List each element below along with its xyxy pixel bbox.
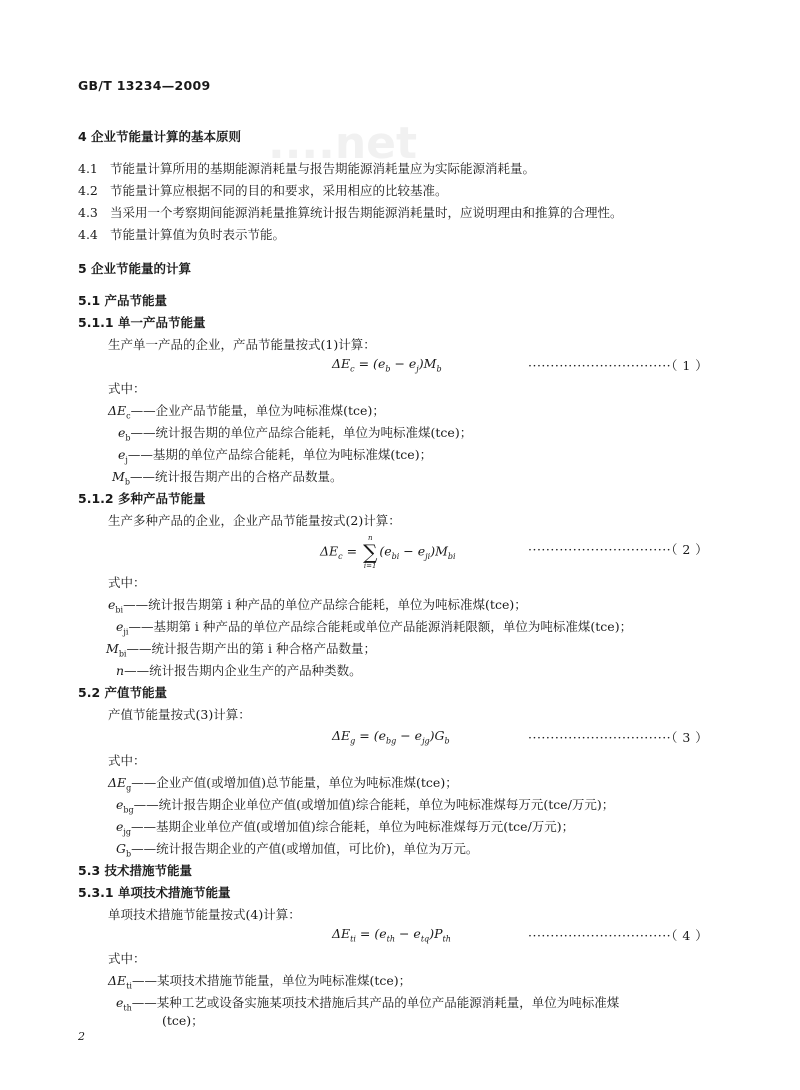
def-eq3-1: $e_{bg}——$统计报告期企业单位产值(或增加值)综合能耗，单位为吨标准煤每万元(tce/万元)； [116, 797, 615, 815]
def-eq1-2: $e_j——$基期的单位产品综合能耗，单位为吨标准煤(tce)； [118, 447, 433, 465]
page-number: 2 [78, 1030, 85, 1043]
section-5-1-1-title: 5.1.1 单一产品节能量 [78, 315, 206, 330]
section-5-1-2-title: 5.1.2 多种产品节能量 [78, 491, 206, 506]
def-eq4-0: $\Delta E_{ti}——$某项技术措施节能量，单位为吨标准煤(tce)； [108, 973, 412, 991]
def-eq3-0: $\Delta E_g——$企业产值(或增加值)总节能量，单位为吨标准煤(tce)； [108, 775, 458, 793]
equation-3-number: ································（ 3 ） [528, 730, 709, 745]
def-eq4-1: $e_{th}——$某种工艺或设备实施某项技术措施后其产品的单位产品能源消耗量，单位为吨标准煤 [116, 995, 620, 1013]
equation-4-number: ································（ 4 ） [528, 928, 709, 943]
def-eq2-2: $M_{bi}——$统计报告期产出的第 i 种合格产品数量； [106, 641, 376, 659]
def-eq1-3: $M_b——$统计报告期产出的合格产品数量。 [112, 469, 343, 487]
equation-2-number: ································（ 2 ） [528, 542, 709, 557]
section-5-title: 5 企业节能量的计算 [78, 261, 192, 276]
where-label-1: 式中： [108, 381, 146, 396]
clause-5-2-intro: 产值节能量按式(3)计算： [108, 707, 251, 722]
equation-2: $\Delta E_c$ = n ∑ i=1 $(e_{bi} - e_{ji})M_{bi}$ [320, 534, 456, 570]
equation-1: $\Delta E_c = (e_b - e_j)M_b$ [332, 356, 442, 374]
clause-4-2: 4.2 节能量计算应根据不同的目的和要求，采用相应的比较基准。 [78, 183, 448, 198]
section-5-1-title: 5.1 产品节能量 [78, 293, 167, 308]
clause-4-3: 4.3 当采用一个考察期间能源消耗量推算统计报告期能源消耗量时，应说明理由和推算的合理性。 [78, 205, 623, 220]
def-eq4-1-cont: (tce)； [162, 1013, 204, 1028]
def-eq1-0: $\Delta E_c——$企业产品节能量，单位为吨标准煤(tce)； [108, 403, 385, 421]
equation-1-number: ································（ 1 ） [528, 358, 709, 373]
section-4-title: 4 企业节能量计算的基本原则 [78, 129, 242, 144]
standard-number: GB/T 13234—2009 [78, 78, 211, 93]
clause-5-1-2-intro: 生产多种产品的企业，企业产品节能量按式(2)计算： [108, 513, 401, 528]
clause-4-4: 4.4 节能量计算值为负时表示节能。 [78, 227, 286, 242]
clause-4-1: 4.1 节能量计算所用的基期能源消耗量与报告期能源消耗量应为实际能源消耗量。 [78, 161, 536, 176]
equation-4: $\Delta E_{ti} = (e_{th} - e_{tq})P_{th}$ [332, 926, 451, 944]
def-eq2-0: $e_{bi}——$统计报告期第 i 种产品的单位产品综合能耗，单位为吨标准煤(tce)； [108, 597, 527, 615]
section-5-3-title: 5.3 技术措施节能量 [78, 863, 192, 878]
where-label-4: 式中： [108, 951, 146, 966]
section-5-3-1-title: 5.3.1 单项技术措施节能量 [78, 885, 231, 900]
equation-3: $\Delta E_g = (e_{bg} - e_{jg})G_b$ [332, 728, 450, 746]
clause-5-3-1-intro: 单项技术措施节能量按式(4)计算： [108, 907, 301, 922]
where-label-3: 式中： [108, 753, 146, 768]
def-eq3-3: $G_b——$统计报告期企业的产值(或增加值，可比价)，单位为万元。 [116, 841, 479, 859]
def-eq2-1: $e_{ji}——$基期第 i 种产品的单位产品综合能耗或单位产品能源消耗限额，单位为吨标准煤(tce)； [116, 619, 633, 637]
watermark: ....net [268, 118, 418, 169]
def-eq2-3: n——统计报告期内企业生产的产品种类数。 [116, 663, 362, 678]
def-eq3-2: $e_{jg}——$基期企业单位产值(或增加值)综合能耗，单位为吨标准煤每万元(tce/万元)； [116, 819, 575, 837]
section-5-2-title: 5.2 产值节能量 [78, 685, 167, 700]
def-eq1-1: $e_b——$统计报告期的单位产品综合能耗，单位为吨标准煤(tce)； [118, 425, 473, 443]
where-label-2: 式中： [108, 575, 146, 590]
clause-5-1-1-intro: 生产单一产品的企业，产品节能量按式(1)计算： [108, 337, 376, 352]
